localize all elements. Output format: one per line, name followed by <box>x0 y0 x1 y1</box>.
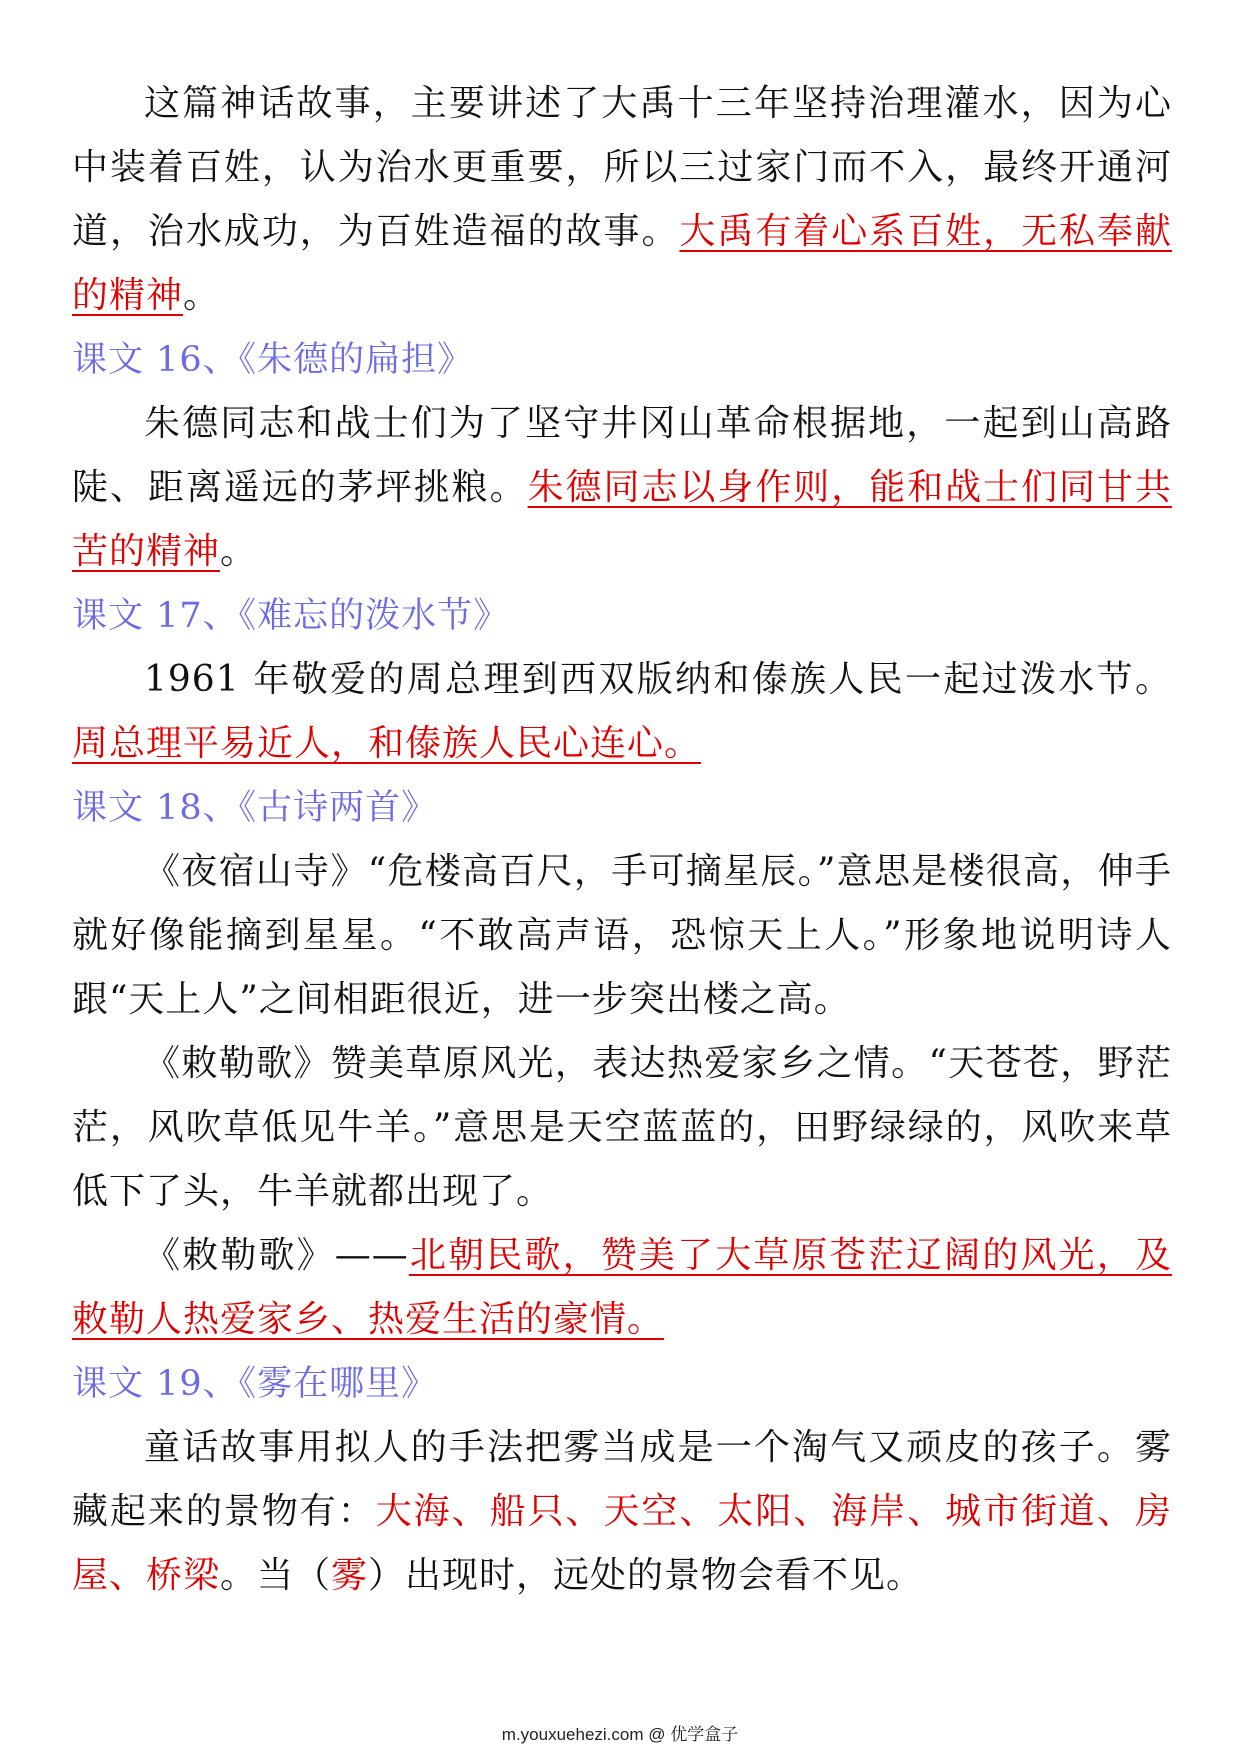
hidden-scenery-list: 大海、船只、天空、太阳、海岸、城市街道、房屋、桥梁 <box>72 1491 1172 1596</box>
paragraph-poem-yesu: 《夜宿山寺》“危楼高百尺，手可摘星辰。”意思是楼很高，伸手就好像能摘到星星。“不敢高声语，恐惊天上人。”形象地说明诗人跟“天上人”之间相距很近，进一步突出楼之高。 <box>72 851 1172 1020</box>
paragraph-poem-chilege-summary <box>72 1224 1172 1352</box>
paragraph-text: 这篇神话故事，主要讲述了大禹十三年坚持治理灌水，因为心中装着百姓，认为治水更重要，所以三过家门而不入，最终开通河道，治水成功，为百姓造福的故事。 <box>72 83 1172 252</box>
fill-blank-answer: 雾 <box>331 1555 369 1596</box>
paragraph-end: 。 <box>220 531 258 572</box>
lesson-heading-18: 课文 18、《古诗两首》 <box>72 788 438 828</box>
paragraph-lesson-16 <box>72 392 1172 584</box>
paragraph-lesson-17 <box>72 648 1172 776</box>
key-point-highlight: 朱德同志以身作则，能和战士们同甘共苦的精神 <box>72 467 1172 572</box>
lesson-heading-17: 课文 17、《难忘的泼水节》 <box>72 596 510 636</box>
paragraph-end: 。 <box>183 275 221 316</box>
paragraph-text: ）出现时，远处的景物会看不见。 <box>368 1555 924 1596</box>
lesson-heading-19: 课文 19、《雾在哪里》 <box>72 1364 438 1404</box>
paragraph-text: 1961 年敬爱的周总理到西双版纳和傣族人民一起过泼水节。 <box>144 659 1172 700</box>
paragraph-text: 童话故事用拟人的手法把雾当成是一个淘气又顽皮的孩子。雾藏起来的景物有： <box>72 1427 1172 1532</box>
key-point-highlight: 北朝民歌，赞美了大草原苍茫辽阔的风光，及敕勒人热爱家乡、热爱生活的豪情。 <box>72 1235 1172 1340</box>
key-point-highlight: 大禹有着心系百姓，无私奉献的精神 <box>72 211 1172 316</box>
paragraph-poem-chilege: 《敕勒歌》赞美草原风光，表达热爱家乡之情。“天苍苍，野茫茫，风吹草低见牛羊。”意思是天空蓝蓝的，田野绿绿的，风吹来草低下了头，牛羊就都出现了。 <box>72 1043 1172 1212</box>
key-point-highlight: 周总理平易近人，和傣族人民心连心。 <box>72 723 702 764</box>
document-page <box>72 72 1172 1608</box>
lesson-heading-16: 课文 16、《朱德的扁担》 <box>72 340 474 380</box>
paragraph-lesson-19 <box>72 1416 1172 1608</box>
paragraph-text: 《敕勒歌》—— <box>144 1235 409 1276</box>
paragraph-text: 。当（ <box>220 1555 332 1596</box>
paragraph-dayu-summary <box>72 72 1172 328</box>
paragraph-text: 朱德同志和战士们为了坚守井冈山革命根据地，一起到山高路陡、距离遥远的茅坪挑粮。 <box>72 403 1172 508</box>
page-footer-watermark: m.youxuehezi.com @ 优学盒子 <box>501 1725 739 1744</box>
